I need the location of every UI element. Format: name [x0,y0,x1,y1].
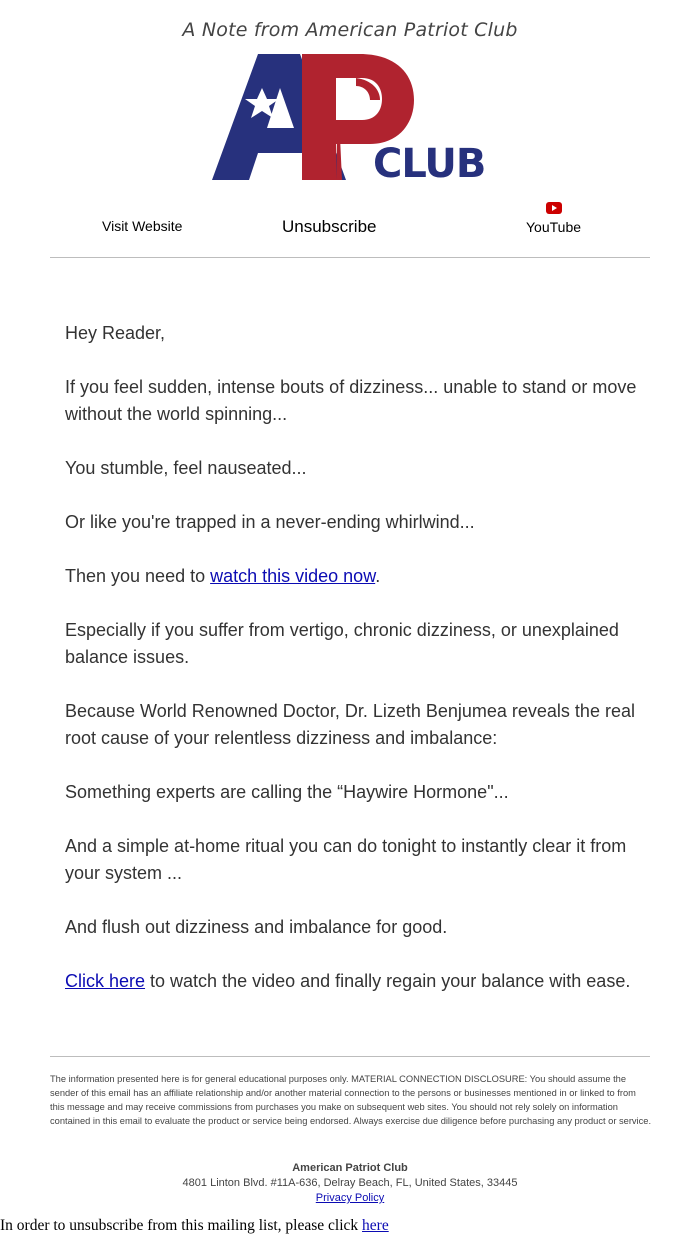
cta-suffix: . [375,566,381,586]
unsubscribe-here-link[interactable]: here [362,1217,389,1234]
body-paragraph: You stumble, feel nauseated... [65,458,307,478]
unsubscribe-notice-text: In order to unsubscribe from this mailing list, please click [0,1217,363,1234]
body-paragraph: Because World Renowned Doctor, Dr. Lizeth Benjumea reveals the real root cause of your relentless dizziness and imbalance: [65,701,635,748]
american-patriot-club-logo [210,50,492,184]
header-divider [50,257,650,258]
logo-word-club: CLUB [373,141,486,184]
body-paragraph: Something experts are calling the “Haywire Hormone"... [65,782,509,802]
footer-address: 4801 Linton Blvd. #11A-636, Delray Beach, FL, United States, 33445 [182,1177,518,1189]
final-cta-suffix: to watch the video and finally regain your balance with ease. [145,971,631,991]
cta-prefix: Then you need to [65,566,211,586]
body-paragraph-final-cta [65,968,645,995]
email-header-note: A Note from American Patriot Club [182,19,518,41]
body-paragraph: If you feel sudden, intense bouts of dizziness... unable to stand or move without the world spinning... [65,377,637,424]
privacy-policy-link[interactable]: Privacy Policy [315,1192,385,1204]
email-body [65,320,645,1022]
footer-org-name: American Patriot Club [292,1162,408,1174]
footer-divider [50,1056,650,1057]
body-paragraph-cta [65,563,645,590]
youtube-play-icon[interactable] [546,202,562,214]
material-connection-disclosure: The information presented here is for general educational purposes only. MATERIAL CONNECTION DISCLOSURE: You should assume the sender of this email has an affiliate relationship and/or another material connection to the persons or businesses mentioned in or linked to from this message and may receive commissions from purchases you make on subsequent web sites. You should not rely solely on information contained in this email to evaluate the product or service being endorsed. Always exercise due diligence before purchasing any product or service. [50,1074,652,1126]
body-paragraph: Or like you're trapped in a never-ending whirlwind... [65,512,475,532]
body-paragraph: Especially if you suffer from vertigo, chronic dizziness, or unexplained balance issues. [65,620,619,667]
unsubscribe-notice [0,1217,389,1235]
greeting: Hey Reader, [65,323,166,343]
visit-website-link[interactable]: Visit Website [102,218,183,234]
watch-video-link[interactable]: watch this video now [210,566,376,586]
click-here-link[interactable]: Click here [65,971,146,991]
body-paragraph: And a simple at-home ritual you can do tonight to instantly clear it from your system ... [65,836,627,883]
footer [0,1161,700,1206]
body-paragraph: And flush out dizziness and imbalance for good. [65,917,448,937]
youtube-link[interactable]: YouTube [526,219,582,235]
unsubscribe-link[interactable]: Unsubscribe [282,217,377,236]
